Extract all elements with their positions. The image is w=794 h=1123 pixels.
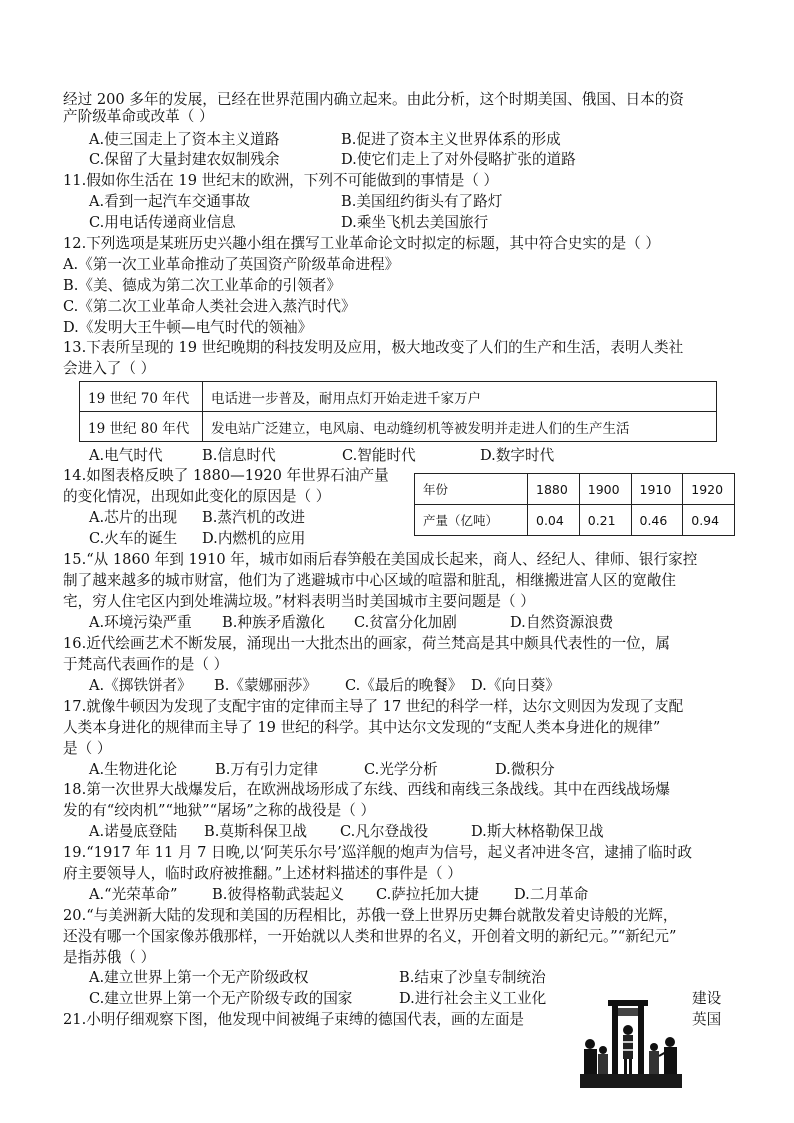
q19-line-2: 府主要领导人，临时政府被推翻。”上述材料描述的事件是（ ） xyxy=(63,865,462,882)
q15-line-3: 宅，穷人住宅区内到处堆满垃圾。”材料表明当时美国城市主要问题是（ ） xyxy=(63,593,535,610)
q13-stem-line-2: 会进入了（ ） xyxy=(63,360,156,377)
table-cell: 1920 xyxy=(683,474,735,505)
q15-option-d: D.自然资源浪费 xyxy=(510,614,614,631)
table-cell: 1880 xyxy=(528,474,580,505)
q17-line-3: 是（ ） xyxy=(63,740,112,757)
table-cell: 产量（亿吨） xyxy=(415,505,528,536)
q20-line-1: 20.“与美洲新大陆的发现和美国的历程相比，苏俄一登上世界历史舞台就散发着史诗般的光辉， xyxy=(63,907,678,924)
q14-option-d: D.内燃机的应用 xyxy=(202,530,306,547)
table-cell: 19 世纪 80 年代 xyxy=(80,412,203,442)
q18-option-c: C.凡尔登战役 xyxy=(340,823,429,840)
table-cell: 0.21 xyxy=(579,505,631,536)
q16-line-1: 16.近代绘画艺术不断发展，涌现出一大批杰出的画家，荷兰梵高是其中颇具代表性的一位，属 xyxy=(63,635,670,652)
q21-trailing-text: 英国 xyxy=(692,1011,722,1028)
q17-option-d: D.微积分 xyxy=(495,761,555,778)
q20-option-b: B.结束了沙皇专制统治 xyxy=(399,969,546,986)
table-row xyxy=(415,474,735,505)
q16-line-2: 于梵高代表画作的是（ ） xyxy=(63,656,229,673)
q11-option-a: A.看到一起汽车交通事故 xyxy=(89,193,251,210)
q14-oil-table xyxy=(414,473,735,536)
q15-line-1: 15.“从 1860 年到 1910 年，城市如雨后春笋般在美国成长起来，商人、经纪人、律师、银行家控 xyxy=(63,551,698,568)
intro-line-1: 经过 200 多年的发展，已经在世界范围内确立起来。由此分析，这个时期美国、俄国、日本的资 xyxy=(63,91,684,108)
q20-line-3: 是指苏俄（ ） xyxy=(63,949,156,966)
q13-option-d: D.数字时代 xyxy=(480,447,555,464)
q19-option-a: A.“光荣革命” xyxy=(89,886,178,903)
q20-line-2: 还没有哪一个国家像苏俄那样，一开始就以人类和世界的名义，开创着文明的新纪元。”“新纪元” xyxy=(63,928,677,945)
q13-invention-table xyxy=(79,381,717,442)
table-cell: 0.94 xyxy=(683,505,735,536)
q14-option-c: C.火车的诞生 xyxy=(89,530,178,547)
table-cell: 1900 xyxy=(579,474,631,505)
table-cell: 0.46 xyxy=(631,505,683,536)
q19-option-b: B.彼得格勒武装起义 xyxy=(212,886,345,903)
q20-option-a: A.建立世界上第一个无产阶级政权 xyxy=(89,969,309,986)
intro-option-c: C.保留了大量封建农奴制残余 xyxy=(89,151,280,168)
q12-option-b: B.《美、德成为第二次工业革命的引领者》 xyxy=(63,277,342,294)
q15-line-2: 制了越来越多的城市财富，他们为了逃避城市中心区域的喧嚣和脏乱，相继搬进富人区的宽敞住 xyxy=(63,572,676,589)
q18-option-d: D.斯大林格勒保卫战 xyxy=(471,823,604,840)
q20-trailing-text: 建设 xyxy=(692,990,722,1007)
q11-stem: 11.假如你生活在 19 世纪末的欧洲，下列不可能做到的事情是（ ） xyxy=(63,172,499,189)
q14-stem-line-2: 的变化情况，出现如此变化的原因是（ ） xyxy=(63,488,331,505)
q17-option-a: A.生物进化论 xyxy=(89,761,178,778)
q11-option-b: B.美国纽约街头有了路灯 xyxy=(341,193,503,210)
guillotine-cartoon-icon xyxy=(580,1000,682,1088)
q15-option-b: B.种族矛盾激化 xyxy=(222,614,325,631)
q18-option-b: B.莫斯科保卫战 xyxy=(204,823,307,840)
intro-option-d: D.使它们走上了对外侵略扩张的道路 xyxy=(341,151,576,168)
q19-line-1: 19.“1917 年 11 月 7 日晚,以‘阿芙乐尔号’巡洋舰的炮声为信号，起义者冲进冬宫，逮捕了临时政 xyxy=(63,844,692,861)
table-cell: 电话进一步普及，耐用点灯开始走进千家万户 xyxy=(203,382,717,412)
q16-option-c: C.《最后的晚餐》 xyxy=(345,677,463,694)
intro-option-b: B.促进了资本主义世界体系的形成 xyxy=(341,131,561,148)
q17-line-2: 人类本身进化的规律而主导了 19 世纪的科学。其中达尔文发现的“支配人类本身进化的规律” xyxy=(63,719,661,736)
q20-option-d: D.进行社会主义工业化 xyxy=(399,990,547,1007)
q12-option-a: A.《第一次工业革命推动了英国资产阶级革命进程》 xyxy=(63,256,400,273)
q12-option-c: C.《第二次工业革命人类社会进入蒸汽时代》 xyxy=(63,298,356,315)
q17-option-c: C.光学分析 xyxy=(364,761,438,778)
table-row xyxy=(80,382,717,412)
q11-option-c: C.用电话传递商业信息 xyxy=(89,214,236,231)
q21-stem: 21.小明仔细观察下图，他发现中间被绳子束缚的德国代表，画的左面是 xyxy=(63,1011,525,1028)
q16-option-b: B.《蒙娜丽莎》 xyxy=(214,677,317,694)
table-row xyxy=(415,505,735,536)
q18-option-a: A.诺曼底登陆 xyxy=(89,823,178,840)
q17-option-b: B.万有引力定律 xyxy=(215,761,318,778)
table-cell: 年份 xyxy=(415,474,528,505)
q14-stem-line-1: 14.如图表格反映了 1880—1920 年世界石油产量 xyxy=(63,467,389,484)
q13-option-a: A.电气时代 xyxy=(89,447,163,464)
q16-option-a: A.《掷铁饼者》 xyxy=(89,677,192,694)
q12-option-d: D.《发明大王牛顿—电气时代的领袖》 xyxy=(63,319,313,336)
q13-option-b: B.信息时代 xyxy=(202,447,276,464)
q19-option-c: C.萨拉托加大捷 xyxy=(376,886,479,903)
q18-line-2: 发的有“绞肉机”“地狱”“屠场”之称的战役是（ ） xyxy=(63,802,376,819)
table-cell: 19 世纪 70 年代 xyxy=(80,382,203,412)
q16-option-d: D.《向日葵》 xyxy=(471,677,560,694)
table-row xyxy=(80,412,717,442)
q13-stem-line-1: 13.下表所呈现的 19 世纪晚期的科技发明及应用，极大地改变了人们的生产和生活，表明人类社 xyxy=(63,339,684,356)
q18-line-1: 18.第一次世界大战爆发后，在欧洲战场形成了东线、西线和南线三条战线。其中在西线战场爆 xyxy=(63,781,670,798)
q14-option-b: B.蒸汽机的改进 xyxy=(202,509,305,526)
q15-option-a: A.环境污染严重 xyxy=(89,614,192,631)
q19-option-d: D.二月革命 xyxy=(514,886,589,903)
table-cell: 1910 xyxy=(631,474,683,505)
q20-option-c: C.建立世界上第一个无产阶级专政的国家 xyxy=(89,990,353,1007)
q11-option-d: D.乘坐飞机去美国旅行 xyxy=(341,214,489,231)
q17-line-1: 17.就像牛顿因为发现了支配宇宙的定律而主导了 17 世纪的科学一样，达尔文则因为发现了支配 xyxy=(63,698,684,715)
q14-option-a: A.芯片的出现 xyxy=(89,509,178,526)
intro-option-a: A.使三国走上了资本主义道路 xyxy=(89,131,280,148)
table-cell: 发电站广泛建立，电风扇、电动缝纫机等被发明并走进人们的生产生活 xyxy=(203,412,717,442)
table-cell: 0.04 xyxy=(528,505,580,536)
intro-line-2: 产阶级革命或改革（ ） xyxy=(63,108,214,125)
q13-option-c: C.智能时代 xyxy=(342,447,416,464)
q12-stem: 12.下列选项是某班历史兴趣小组在撰写工业革命论文时拟定的标题，其中符合史实的是（ ） xyxy=(63,235,661,252)
q15-option-c: C.贫富分化加剧 xyxy=(354,614,457,631)
